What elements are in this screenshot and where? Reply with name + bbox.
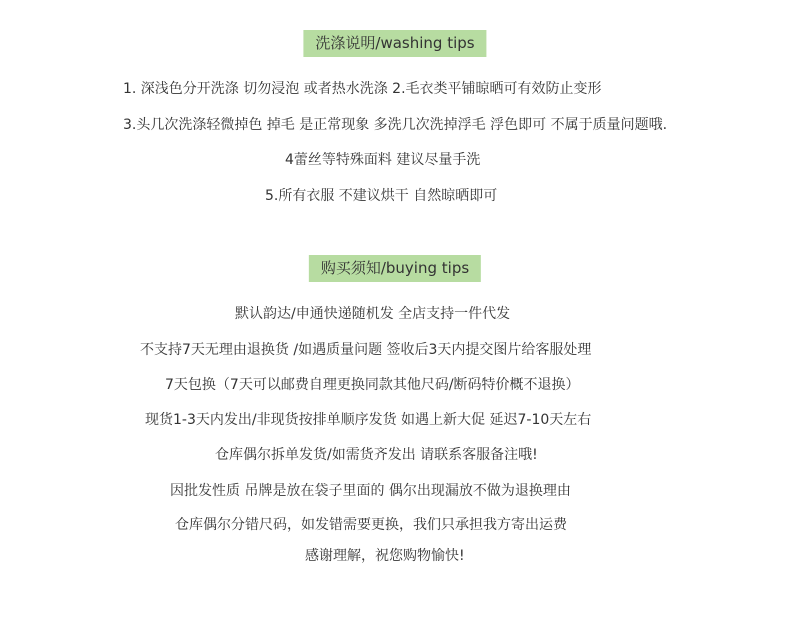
buying-tip-line-4: 现货1-3天内发出/非现货按排单顺序发货 如遇上新大促 延迟7-10天左右 — [145, 412, 592, 428]
washing-tip-line-3: 4蕾丝等特殊面料 建议尽量手洗 — [285, 152, 481, 168]
buying-tips-badge: 购买须知/buying tips — [309, 255, 481, 282]
buying-tip-line-1: 默认韵达/申通快递随机发 全店支持一件代发 — [235, 306, 511, 322]
buying-tip-line-5: 仓库偶尔拆单发货/如需货齐发出 请联系客服备注哦! — [215, 447, 538, 463]
buying-tip-line-6: 因批发性质 吊牌是放在袋子里面的 偶尔出现漏放不做为退换理由 — [170, 483, 571, 499]
buying-tip-line-8: 感谢理解，祝您购物愉快! — [305, 548, 465, 564]
buying-tip-line-3: 7天包换（7天可以邮费自理更换同款其他尺码/断码特价概不退换） — [165, 377, 580, 393]
buying-tip-line-2: 不支持7天无理由退换货 /如遇质量问题 签收后3天内提交图片给客服处理 — [140, 342, 592, 358]
washing-tips-badge: 洗涤说明/washing tips — [303, 30, 486, 57]
washing-tip-line-2: 3.头几次洗涤轻微掉色 掉毛 是正常现象 多洗几次洗掉浮毛 浮色即可 不属于质量问题哦. — [122, 117, 668, 133]
buying-tip-line-7: 仓库偶尔分错尺码，如发错需要更换，我们只承担我方寄出运费 — [175, 517, 567, 533]
washing-tip-line-1: 1. 深浅色分开洗涤 切勿浸泡 或者热水洗涤 2.毛衣类平铺晾晒可有效防止变形 — [123, 81, 602, 97]
washing-tip-line-4: 5.所有衣服 不建议烘干 自然晾晒即可 — [265, 188, 498, 204]
